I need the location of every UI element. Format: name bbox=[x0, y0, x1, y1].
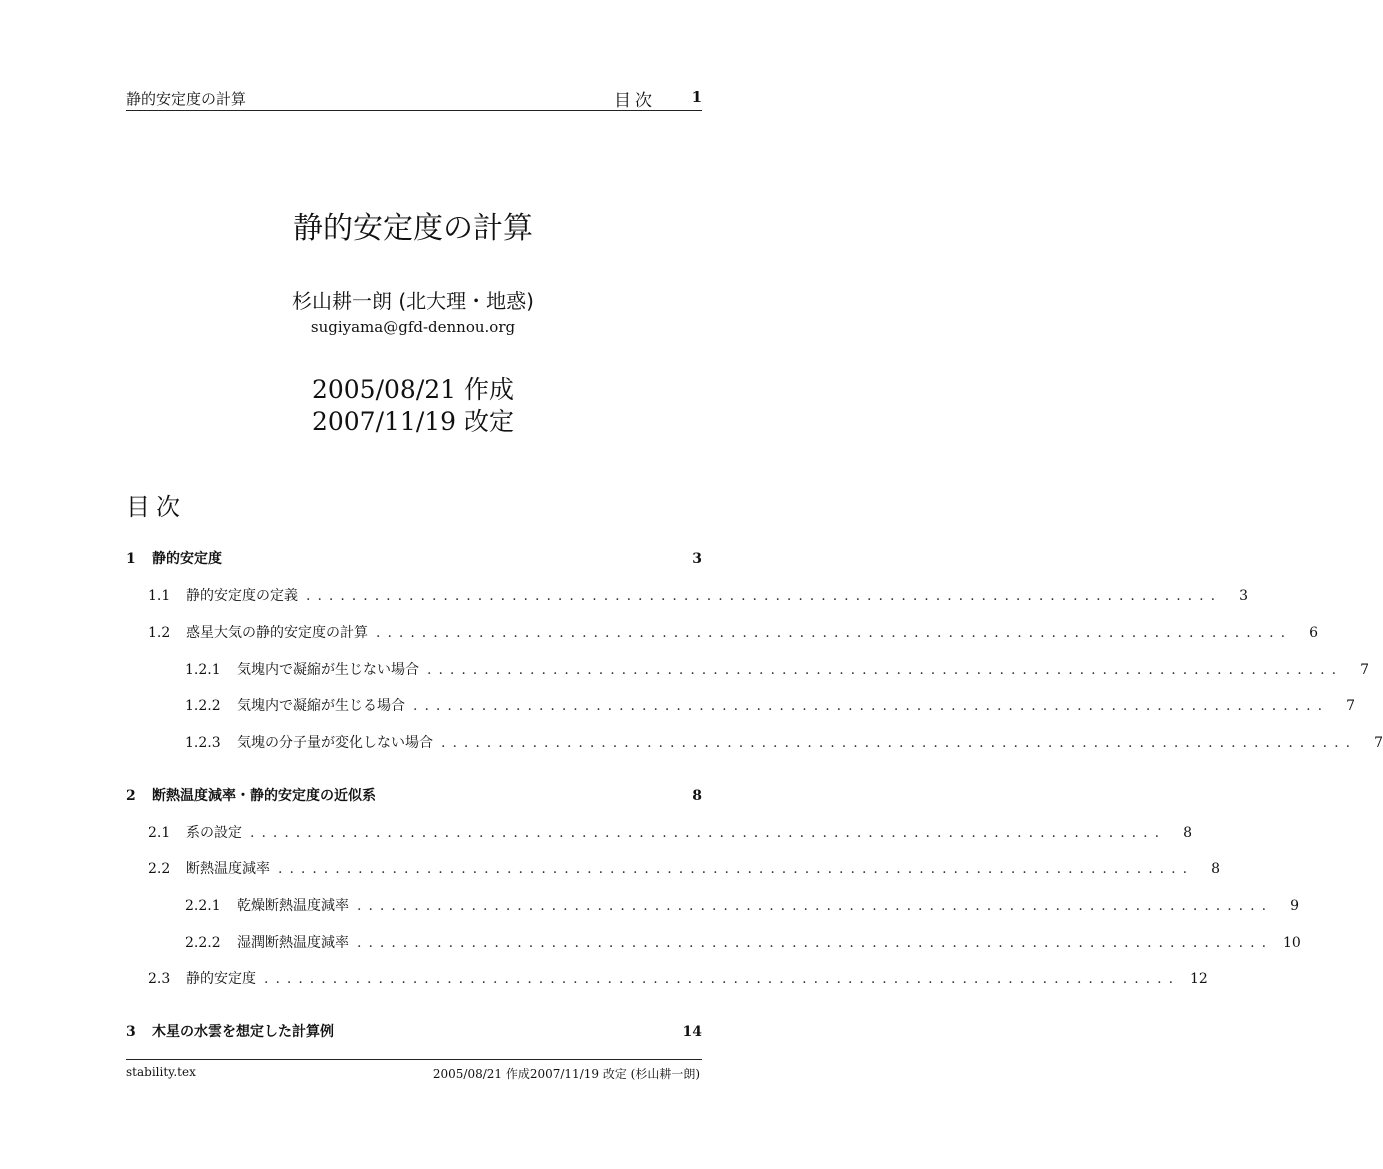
toc-page: 7 bbox=[1374, 735, 1383, 751]
toc-page: 12 bbox=[1190, 971, 1208, 987]
toc-page: 3 bbox=[1239, 588, 1249, 604]
toc-number: 2 bbox=[126, 788, 136, 804]
toc-label: 木星の水雲を想定した計算例 bbox=[152, 1024, 334, 1040]
toc-entry-1-2-1[interactable] bbox=[126, 659, 1370, 679]
toc-heading: 目次 bbox=[126, 493, 186, 521]
toc-page: 7 bbox=[1360, 662, 1370, 678]
toc-entry-2-2-2[interactable] bbox=[126, 932, 1301, 952]
toc-leader-dots: ................................................................................ bbox=[306, 588, 1223, 604]
toc-entry-3[interactable] bbox=[126, 1021, 702, 1041]
toc-number: 1 bbox=[126, 551, 136, 567]
footer-rule bbox=[126, 1059, 702, 1060]
toc-label: 乾燥断熱温度減率 bbox=[237, 898, 349, 914]
toc-number: 1.2.3 bbox=[185, 735, 221, 751]
toc-label: 断熱温度減率・静的安定度の近似系 bbox=[152, 788, 376, 804]
footer-dates: 2005/08/21 作成2007/11/19 改定 (杉山耕一朗) bbox=[432, 1067, 700, 1081]
toc-label: 静的安定度 bbox=[152, 551, 222, 567]
toc-entry-2-3[interactable] bbox=[126, 968, 1208, 988]
toc-leader-dots: ................................................................................ bbox=[264, 971, 1181, 987]
toc-entry-2-2-1[interactable] bbox=[126, 895, 1300, 915]
toc-page: 8 bbox=[1211, 861, 1221, 877]
toc-page: 8 bbox=[692, 788, 702, 804]
toc-entry-1-2-2[interactable] bbox=[126, 695, 1356, 715]
toc-entry-1-2[interactable] bbox=[126, 622, 1319, 642]
header-page-number: 1 bbox=[691, 88, 702, 106]
toc-number: 1.2 bbox=[148, 625, 171, 641]
author: 杉山耕一朗 (北大理・地惑) bbox=[292, 289, 534, 313]
toc-label: 系の設定 bbox=[186, 825, 242, 841]
toc-leader-dots: ................................................................................ bbox=[376, 625, 1293, 641]
toc-entry-2-2[interactable] bbox=[126, 858, 1221, 878]
toc-number: 2.2 bbox=[148, 861, 171, 877]
toc-number: 1.2.2 bbox=[185, 698, 221, 714]
toc-label: 気塊の分子量が変化しない場合 bbox=[237, 735, 433, 751]
created-date: 2005/08/21 作成 bbox=[311, 375, 515, 404]
toc-number: 1.1 bbox=[148, 588, 171, 604]
toc-number: 3 bbox=[126, 1024, 136, 1040]
toc-entry-2[interactable] bbox=[126, 785, 702, 805]
toc-leader-dots: ................................................................................ bbox=[441, 735, 1358, 751]
toc-number: 1.2.1 bbox=[185, 662, 221, 678]
toc-entry-1-1[interactable] bbox=[126, 585, 1249, 605]
toc-label: 気塊内で凝縮が生じる場合 bbox=[237, 698, 405, 714]
running-header bbox=[126, 88, 702, 111]
toc-label: 気塊内で凝縮が生じない場合 bbox=[237, 662, 419, 678]
toc-leader-dots: ................................................................................ bbox=[250, 825, 1167, 841]
toc-leader-dots: ................................................................................ bbox=[357, 935, 1274, 951]
toc-page: 9 bbox=[1290, 898, 1300, 914]
document-title: 静的安定度の計算 bbox=[293, 211, 533, 246]
toc-page: 6 bbox=[1309, 625, 1319, 641]
toc-page: 3 bbox=[692, 551, 702, 567]
toc-page: 8 bbox=[1183, 825, 1193, 841]
toc-entry-1-2-3[interactable] bbox=[126, 732, 1383, 752]
toc-page: 14 bbox=[682, 1024, 702, 1040]
toc-label: 惑星大気の静的安定度の計算 bbox=[186, 625, 368, 641]
toc-label: 湿潤断熱温度減率 bbox=[237, 935, 349, 951]
revised-date: 2007/11/19 改定 bbox=[311, 407, 515, 436]
toc-number: 2.2.1 bbox=[185, 898, 221, 914]
toc-entry-1[interactable] bbox=[126, 548, 702, 568]
toc-leader-dots: ................................................................................ bbox=[427, 662, 1344, 678]
toc-label: 静的安定度 bbox=[186, 971, 256, 987]
toc-number: 2.3 bbox=[148, 971, 171, 987]
toc-page: 10 bbox=[1283, 935, 1301, 951]
toc-label: 断熱温度減率 bbox=[186, 861, 270, 877]
header-section: 目次 bbox=[614, 91, 656, 111]
footer-filename: stability.tex bbox=[126, 1065, 196, 1079]
toc-leader-dots: ................................................................................ bbox=[278, 861, 1195, 877]
toc-leader-dots: ................................................................................ bbox=[413, 698, 1330, 714]
author-email: sugiyama@gfd-dennou.org bbox=[310, 318, 516, 336]
toc-entry-2-1[interactable] bbox=[126, 822, 1193, 842]
toc-label: 静的安定度の定義 bbox=[186, 588, 298, 604]
toc-number: 2.2.2 bbox=[185, 935, 221, 951]
header-title: 静的安定度の計算 bbox=[126, 90, 247, 108]
toc-leader-dots: ................................................................................ bbox=[357, 898, 1274, 914]
toc-page: 7 bbox=[1346, 698, 1356, 714]
toc-number: 2.1 bbox=[148, 825, 171, 841]
